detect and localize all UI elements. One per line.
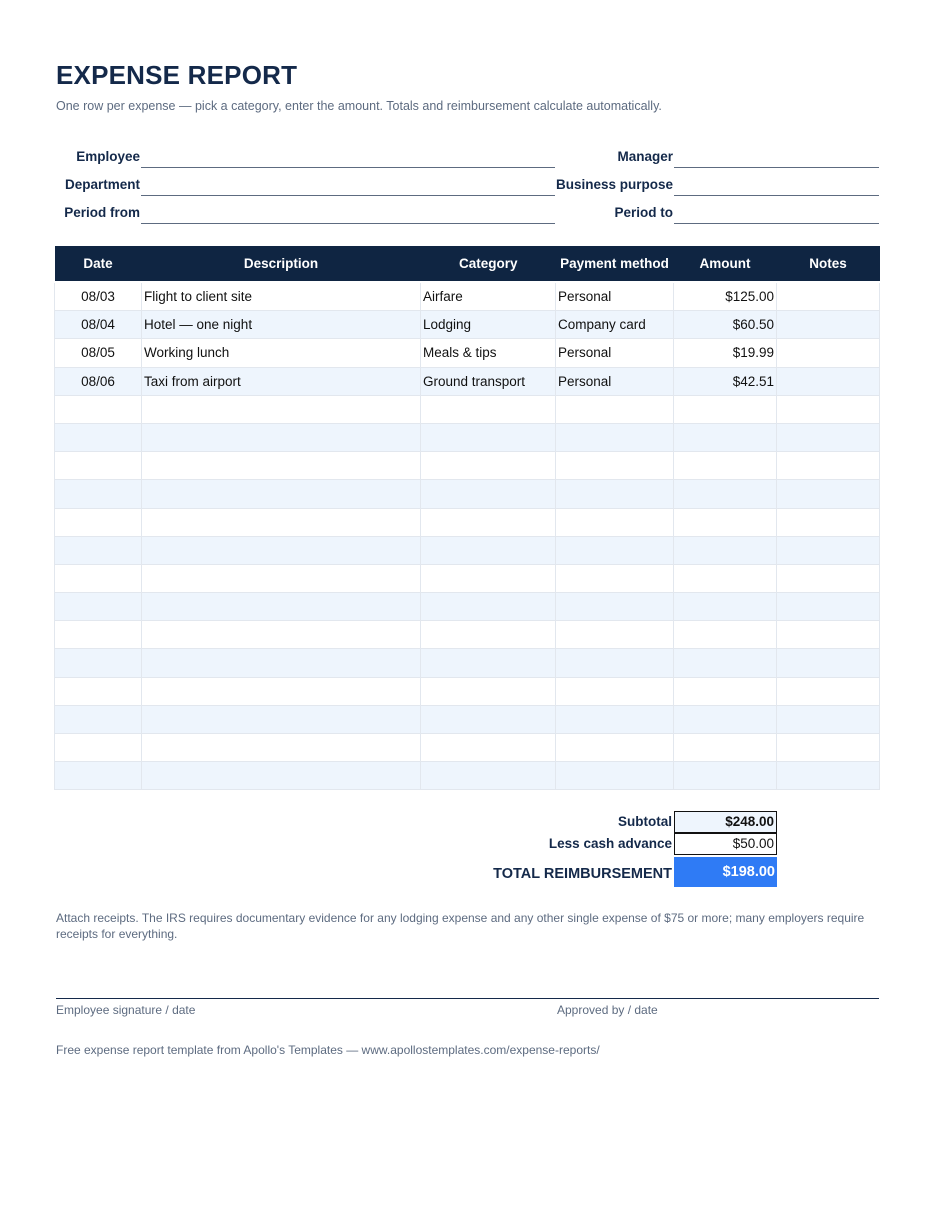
cell-description[interactable] <box>142 395 421 423</box>
table-row <box>55 395 880 423</box>
cell-date[interactable] <box>55 677 142 705</box>
cell-category[interactable] <box>421 508 556 536</box>
cell-notes[interactable] <box>777 508 880 536</box>
table-row <box>55 480 880 508</box>
cell-notes[interactable] <box>777 311 880 339</box>
cell-description[interactable] <box>142 452 421 480</box>
cell-date[interactable]: 08/03 <box>55 282 142 311</box>
cell-description[interactable]: Working lunch <box>142 339 421 367</box>
cell-category[interactable] <box>421 452 556 480</box>
cell-description[interactable] <box>142 734 421 762</box>
cash-advance-field[interactable]: $50.00 <box>674 833 777 855</box>
cell-notes[interactable] <box>777 649 880 677</box>
department-field[interactable] <box>141 195 555 196</box>
cell-amount[interactable] <box>674 705 777 733</box>
cell-payment-method[interactable]: Personal <box>556 367 674 395</box>
cell-category[interactable]: Airfare <box>421 282 556 311</box>
cell-notes[interactable] <box>777 593 880 621</box>
cell-notes[interactable] <box>777 367 880 395</box>
employee-label: Employee <box>76 149 140 164</box>
table-row <box>55 649 880 677</box>
cell-category[interactable]: Ground transport <box>421 367 556 395</box>
table-row <box>55 367 880 395</box>
cell-payment-method[interactable] <box>556 762 674 790</box>
cell-amount[interactable] <box>674 395 777 423</box>
table-row <box>55 734 880 762</box>
cell-description[interactable] <box>142 762 421 790</box>
cell-description[interactable]: Taxi from airport <box>142 367 421 395</box>
cell-payment-method[interactable] <box>556 705 674 733</box>
cell-description[interactable] <box>142 621 421 649</box>
cell-payment-method[interactable] <box>556 480 674 508</box>
subtotal-label: Subtotal <box>618 814 672 829</box>
column-header-payment-method: Payment method <box>556 246 674 282</box>
cell-payment-method[interactable] <box>556 395 674 423</box>
cell-category[interactable]: Meals & tips <box>421 339 556 367</box>
column-header-amount: Amount <box>674 246 777 282</box>
cell-notes[interactable] <box>777 339 880 367</box>
table-row <box>55 508 880 536</box>
cell-notes[interactable] <box>777 677 880 705</box>
cell-date[interactable]: 08/05 <box>55 339 142 367</box>
cell-description[interactable]: Flight to client site <box>142 282 421 311</box>
cell-notes[interactable] <box>777 762 880 790</box>
total-reimbursement-value: $198.00 <box>674 857 777 887</box>
cell-date[interactable] <box>55 705 142 733</box>
cell-amount[interactable] <box>674 762 777 790</box>
table-row <box>55 762 880 790</box>
cell-date[interactable] <box>55 452 142 480</box>
cell-amount[interactable] <box>674 480 777 508</box>
page-subtitle: One row per expense — pick a category, enter the amount. Totals and reimbursement calculate automatically. <box>56 99 662 113</box>
cell-amount[interactable] <box>674 677 777 705</box>
cell-payment-method[interactable]: Personal <box>556 282 674 311</box>
cell-description[interactable] <box>142 677 421 705</box>
period-to-field[interactable] <box>674 223 879 224</box>
cell-category[interactable] <box>421 536 556 564</box>
cell-date[interactable]: 08/04 <box>55 311 142 339</box>
signature-line <box>56 998 879 999</box>
cell-payment-method[interactable]: Personal <box>556 339 674 367</box>
cell-date[interactable] <box>55 649 142 677</box>
cell-date[interactable] <box>55 536 142 564</box>
cell-category[interactable] <box>421 762 556 790</box>
business-purpose-field[interactable] <box>674 195 879 196</box>
period-from-field[interactable] <box>141 223 555 224</box>
cell-description[interactable] <box>142 593 421 621</box>
expense-table <box>54 246 880 790</box>
cell-description[interactable] <box>142 508 421 536</box>
cell-category[interactable] <box>421 593 556 621</box>
cell-notes[interactable] <box>777 734 880 762</box>
cell-payment-method[interactable]: Company card <box>556 311 674 339</box>
cell-amount[interactable]: $60.50 <box>674 311 777 339</box>
cell-payment-method[interactable] <box>556 649 674 677</box>
cell-notes[interactable] <box>777 480 880 508</box>
cell-amount[interactable] <box>674 508 777 536</box>
cell-date[interactable]: 08/06 <box>55 367 142 395</box>
cell-category[interactable] <box>421 649 556 677</box>
period-to-label: Period to <box>614 205 673 220</box>
cell-date[interactable] <box>55 564 142 592</box>
table-row <box>55 423 880 451</box>
manager-label: Manager <box>617 149 673 164</box>
cell-payment-method[interactable] <box>556 564 674 592</box>
cash-advance-label: Less cash advance <box>548 836 672 851</box>
cell-notes[interactable] <box>777 564 880 592</box>
approver-signature-label: Approved by / date <box>557 1003 658 1017</box>
footer-credit: Free expense report template from Apollo's Templates — www.apollostemplates.com/expense-reports/ <box>56 1043 600 1057</box>
cell-notes[interactable] <box>777 536 880 564</box>
cell-payment-method[interactable] <box>556 734 674 762</box>
cell-amount[interactable] <box>674 564 777 592</box>
cell-description[interactable] <box>142 480 421 508</box>
cell-notes[interactable] <box>777 395 880 423</box>
cell-category[interactable] <box>421 423 556 451</box>
table-row <box>55 564 880 592</box>
cell-date[interactable] <box>55 395 142 423</box>
table-row <box>55 282 880 311</box>
cell-amount[interactable]: $125.00 <box>674 282 777 311</box>
cell-notes[interactable] <box>777 705 880 733</box>
cell-payment-method[interactable] <box>556 593 674 621</box>
table-row <box>55 593 880 621</box>
cell-notes[interactable] <box>777 452 880 480</box>
cell-category[interactable] <box>421 621 556 649</box>
total-reimbursement-label: TOTAL REIMBURSEMENT <box>493 866 672 882</box>
cell-category[interactable]: Lodging <box>421 311 556 339</box>
receipts-note: Attach receipts. The IRS requires documentary evidence for any lodging expense and any other single expense of $75 or more; many employers require receipts for everything. <box>56 911 865 941</box>
cell-category[interactable] <box>421 395 556 423</box>
cell-date[interactable] <box>55 621 142 649</box>
table-header-row <box>55 246 880 282</box>
cell-date[interactable] <box>55 508 142 536</box>
cell-payment-method[interactable] <box>556 508 674 536</box>
table-row <box>55 452 880 480</box>
cell-notes[interactable] <box>777 423 880 451</box>
page-title: EXPENSE REPORT <box>56 60 298 90</box>
department-label: Department <box>64 177 140 192</box>
cell-date[interactable] <box>55 734 142 762</box>
cell-date[interactable] <box>55 423 142 451</box>
cell-category[interactable] <box>421 734 556 762</box>
manager-field[interactable] <box>674 167 879 168</box>
cell-notes[interactable] <box>777 621 880 649</box>
subtotal-value: $248.00 <box>674 811 777 833</box>
cell-amount[interactable]: $42.51 <box>674 367 777 395</box>
cell-amount[interactable] <box>674 621 777 649</box>
table-row <box>55 536 880 564</box>
cell-amount[interactable] <box>674 536 777 564</box>
cell-date[interactable] <box>55 480 142 508</box>
column-header-description: Description <box>142 246 421 282</box>
table-row <box>55 705 880 733</box>
cell-description[interactable] <box>142 705 421 733</box>
cell-amount[interactable] <box>674 734 777 762</box>
cell-description[interactable] <box>142 536 421 564</box>
cell-payment-method[interactable] <box>556 452 674 480</box>
cell-amount[interactable] <box>674 649 777 677</box>
cell-amount[interactable]: $19.99 <box>674 339 777 367</box>
cell-payment-method[interactable] <box>556 621 674 649</box>
cell-category[interactable] <box>421 705 556 733</box>
cell-category[interactable] <box>421 480 556 508</box>
cell-amount[interactable] <box>674 593 777 621</box>
cell-payment-method[interactable] <box>556 536 674 564</box>
cell-amount[interactable] <box>674 452 777 480</box>
employee-signature-label: Employee signature / date <box>56 1003 196 1017</box>
cell-payment-method[interactable] <box>556 677 674 705</box>
table-row <box>55 621 880 649</box>
column-header-date: Date <box>55 246 142 282</box>
cell-date[interactable] <box>55 762 142 790</box>
period-from-label: Period from <box>64 205 140 220</box>
table-row <box>55 677 880 705</box>
cell-description[interactable] <box>142 649 421 677</box>
table-row <box>55 339 880 367</box>
cell-description[interactable] <box>142 423 421 451</box>
cell-category[interactable] <box>421 677 556 705</box>
cell-payment-method[interactable] <box>556 423 674 451</box>
business-purpose-label: Business purpose <box>555 177 673 192</box>
cell-notes[interactable] <box>777 282 880 311</box>
cell-amount[interactable] <box>674 423 777 451</box>
column-header-notes: Notes <box>777 246 880 282</box>
cell-category[interactable] <box>421 564 556 592</box>
column-header-category: Category <box>421 246 556 282</box>
employee-field[interactable] <box>141 167 555 168</box>
table-row <box>55 311 880 339</box>
cell-date[interactable] <box>55 593 142 621</box>
cell-description[interactable] <box>142 564 421 592</box>
cell-description[interactable]: Hotel — one night <box>142 311 421 339</box>
